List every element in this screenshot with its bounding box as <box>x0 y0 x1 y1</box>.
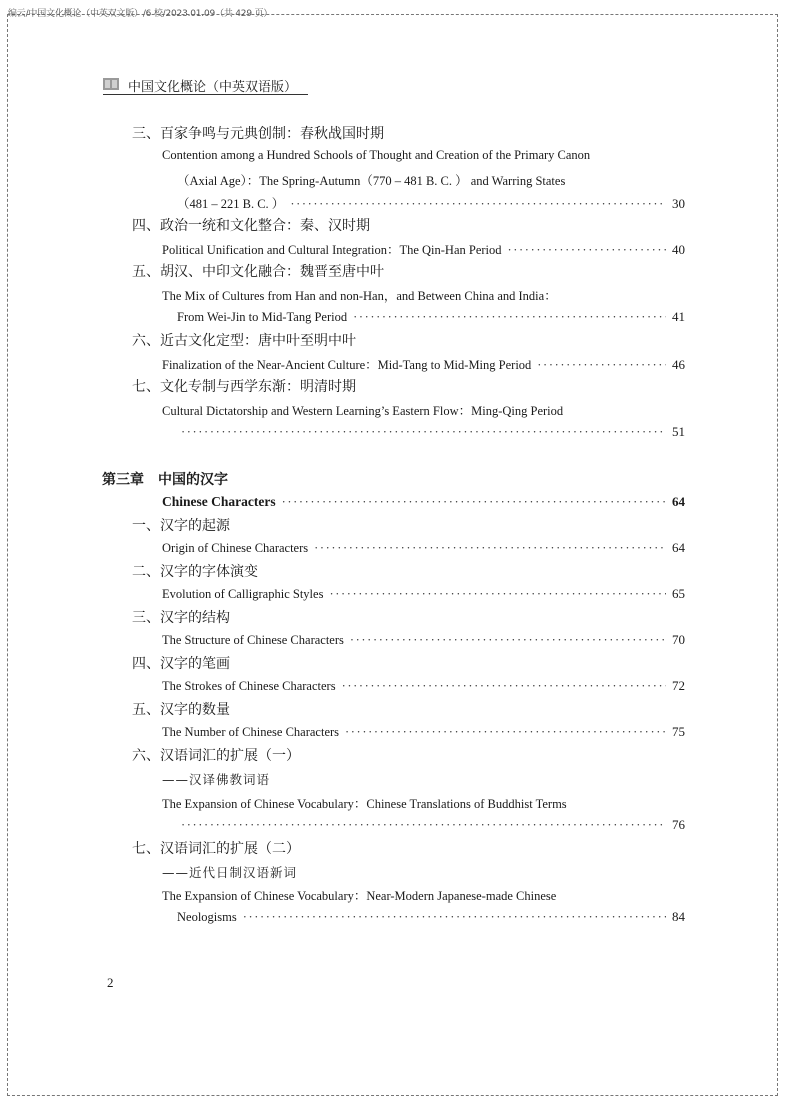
toc-entry[interactable] <box>162 355 685 373</box>
dot-leader <box>342 679 666 694</box>
file-info-note: 编云/中国文化概论（中英双文版）/6 校/2023.01.09（共 429 页） <box>8 9 273 19</box>
page-number: 30 <box>672 196 685 211</box>
toc-entry-title: The Strokes of Chinese Characters <box>162 679 336 693</box>
toc-subtitle-cn: ——近代日制汉语新词 <box>162 865 298 880</box>
toc-entry-title: The Number of Chinese Characters <box>162 725 340 739</box>
page-folio: 2 <box>107 975 114 990</box>
toc-heading-cn: 五、汉字的数量 <box>132 702 230 718</box>
dot-leader <box>181 818 666 833</box>
dot-leader <box>537 358 666 373</box>
dot-leader <box>181 425 666 440</box>
toc-heading-cn: 一、汉字的起源 <box>132 518 230 534</box>
dot-leader <box>329 587 666 602</box>
toc-entry-title: Neologisms <box>177 910 237 924</box>
page-number: 70 <box>672 632 685 647</box>
toc-heading-en: The Expansion of Chinese Vocabulary：Chinese Translations of Buddhist Terms <box>162 797 567 811</box>
toc-entry[interactable] <box>162 724 685 740</box>
dot-leader <box>243 910 666 925</box>
toc-entry[interactable] <box>177 309 685 325</box>
dot-leader <box>314 541 666 556</box>
page-number: 75 <box>672 724 685 739</box>
page-number: 46 <box>672 357 685 372</box>
toc-entry[interactable] <box>177 909 685 925</box>
toc-entry-title: Origin of Chinese Characters <box>162 541 309 555</box>
toc-entry-title: From Wei-Jin to Mid-Tang Period <box>177 310 348 324</box>
page-number: 41 <box>672 309 685 324</box>
dot-leader <box>345 725 666 740</box>
page-number: 72 <box>672 678 685 693</box>
chapter-entry[interactable] <box>162 494 685 510</box>
toc-heading-en: The Mix of Cultures from Han and non-Han，and Between China and India： <box>162 289 557 303</box>
toc-entry-title: Evolution of Calligraphic Styles <box>162 587 324 601</box>
toc-heading-cn: 三、汉字的结构 <box>132 610 230 626</box>
chapter-title-en: Chinese Characters <box>162 494 276 509</box>
dot-leader <box>290 197 666 212</box>
toc-entry[interactable] <box>162 632 685 648</box>
toc-entry[interactable] <box>162 540 685 556</box>
page-number: 65 <box>672 586 685 601</box>
toc-entry[interactable] <box>162 586 685 602</box>
dot-leader <box>353 310 666 325</box>
running-head-title: 中国文化概论（中英双语版） <box>128 80 298 95</box>
toc-heading-cn: 四、政治一统和文化整合：秦、汉时期 <box>132 218 370 234</box>
toc-heading-cn: 七、文化专制与西学东渐：明清时期 <box>132 379 356 395</box>
toc-heading-cn: 五、胡汉、中印文化融合：魏晋至唐中叶 <box>132 264 384 280</box>
toc-heading-cn: 二、汉字的字体演变 <box>132 564 258 580</box>
toc-entry[interactable] <box>162 240 685 258</box>
toc-heading-cn: 四、汉字的笔画 <box>132 656 230 672</box>
page-number: 40 <box>672 242 685 257</box>
toc-entry[interactable] <box>177 194 685 212</box>
dot-leader <box>508 243 666 258</box>
toc-entry-title: （481 – 221 B. C. ） <box>177 197 285 211</box>
page-number: 84 <box>672 909 685 924</box>
toc-entry[interactable] <box>162 678 685 694</box>
chapter-title-cn: 第三章 中国的汉字 <box>102 472 228 488</box>
page-number: 51 <box>672 424 685 439</box>
page-number: 76 <box>672 817 685 832</box>
toc-heading-cn: 六、近古文化定型：唐中叶至明中叶 <box>132 333 356 349</box>
toc-heading-en: The Expansion of Chinese Vocabulary：Near-Modern Japanese-made Chinese <box>162 889 557 903</box>
running-head <box>103 76 308 95</box>
toc-heading-cn: 六、汉语词汇的扩展（一） <box>132 748 300 764</box>
toc-entry[interactable] <box>177 817 685 833</box>
book-icon <box>103 78 119 90</box>
toc-heading-cn: 七、汉语词汇的扩展（二） <box>132 841 300 857</box>
toc-subtitle-cn: ——汉译佛教词语 <box>162 772 271 787</box>
page-number: 64 <box>672 494 685 509</box>
dot-leader <box>350 633 666 648</box>
toc-entry-title: Political Unification and Cultural Integration：The Qin-Han Period <box>162 243 502 257</box>
toc-heading-cn: 三、百家争鸣与元典创制：春秋战国时期 <box>132 126 384 142</box>
toc-heading-en: Contention among a Hundred Schools of Thought and Creation of the Primary Canon <box>162 148 591 162</box>
page-number: 64 <box>672 540 685 555</box>
dot-leader <box>282 495 666 510</box>
toc-entry[interactable] <box>177 424 685 440</box>
toc-entry-title: Finalization of the Near-Ancient Culture：Mid-Tang to Mid-Ming Period <box>162 358 532 372</box>
toc-heading-en: （Axial Age）：The Spring-Autumn（770 – 481 B. C. ） and Warring States <box>177 174 566 188</box>
toc-entry-title: The Structure of Chinese Characters <box>162 633 344 647</box>
toc-heading-en: Cultural Dictatorship and Western Learning’s Eastern Flow：Ming-Qing Period <box>162 404 564 418</box>
